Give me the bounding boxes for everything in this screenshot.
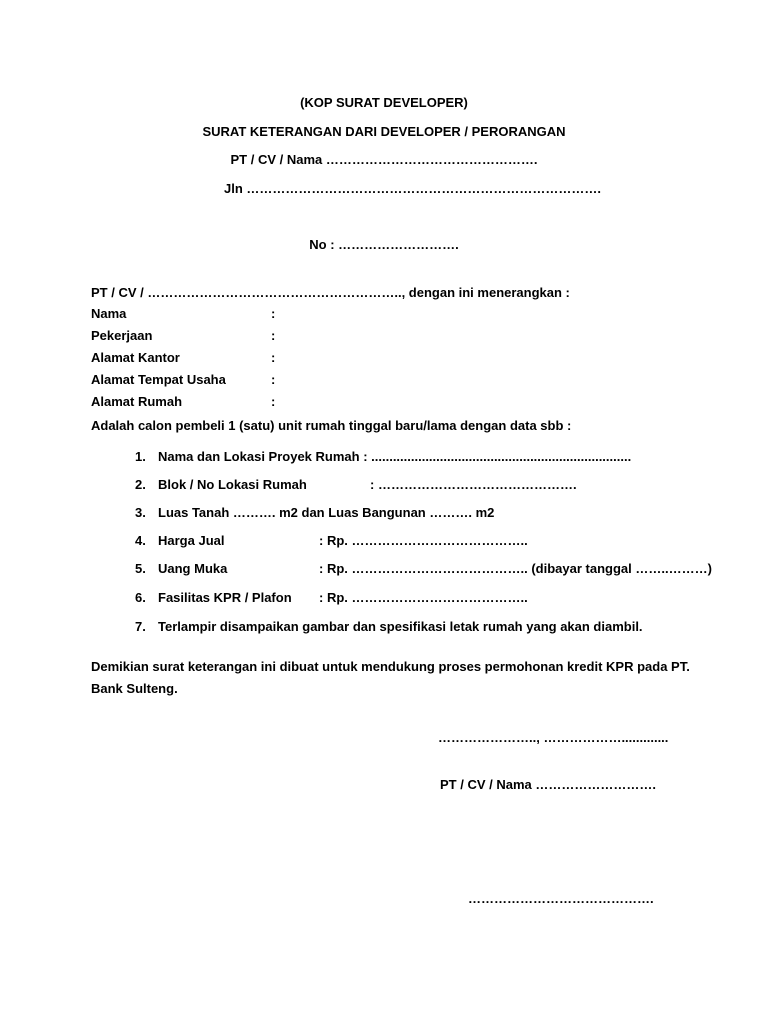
field-pekerjaan [91,328,275,343]
item-value: : ........................................................................ [363,449,632,464]
item-number: 2. [135,477,146,492]
field-nama [91,306,275,321]
list-item [135,477,577,492]
list-item [135,449,631,464]
letter-number: No : ………………………. [309,237,459,252]
item-number: 7. [135,619,146,634]
list-item [135,505,494,520]
item-value: : Rp. ………………………………….. [319,590,528,605]
field-separator: : [271,350,276,365]
field-separator: : [271,306,276,321]
signature-company: PT / CV / Nama ………………………. [440,777,656,792]
signature-place-date: ………………….., ………………............. [438,730,669,745]
purchase-statement: Adalah calon pembeli 1 (satu) unit rumah tinggal baru/lama dengan data sbb : [91,418,572,433]
item-value: : Rp. ………………………………….. [319,533,528,548]
field-alamat-rumah [91,394,275,409]
company-name-line: PT / CV / Nama …………………………………………. [230,152,538,167]
item-number: 6. [135,590,146,605]
item-label: Uang Muka [158,561,228,576]
item-number: 1. [135,449,146,464]
intro-statement: PT / CV / ………………………………………………….., dengan ini menerangkan : [91,285,570,300]
item-value: : ………………………………………. [370,477,577,492]
closing-paragraph: Demikian surat keterangan ini dibuat untuk mendukung proses permohonan kredit KPR pada PT. Bank Sulteng. [91,659,690,696]
item-label: Terlampir disampaikan gambar dan spesifikasi letak rumah yang akan diambil. [158,619,643,634]
item-number: 4. [135,533,146,548]
item-label: Blok / No Lokasi Rumah [158,477,307,492]
item-value: : Rp. ………………………………….. (dibayar tanggal ……..………) [319,561,712,576]
field-label: Alamat Tempat Usaha [91,372,226,387]
field-label: Pekerjaan [91,328,153,343]
field-label: Alamat Kantor [91,350,180,365]
item-label: Luas Tanah ………. m2 dan Luas Bangunan ………. m2 [158,505,495,520]
item-number: 3. [135,505,146,520]
item-label: Harga Jual [158,533,225,548]
field-alamat-tempat-usaha [91,372,275,387]
field-separator: : [271,394,276,409]
field-separator: : [271,328,276,343]
list-item [135,619,643,634]
field-label: Nama [91,306,127,321]
field-alamat-kantor [91,350,275,365]
field-label: Alamat Rumah [91,394,183,409]
list-item [135,561,712,576]
field-separator: : [271,372,276,387]
document-title: SURAT KETERANGAN DARI DEVELOPER / PERORANGAN [202,124,566,139]
item-number: 5. [135,561,146,576]
item-label: Fasilitas KPR / Plafon [158,590,292,605]
address-line: Jln ………………………………………………………………………. [224,181,602,196]
list-item [135,533,528,548]
item-label: Nama dan Lokasi Proyek Rumah [158,449,360,464]
signature-name-line: ……………………………………. [468,891,654,906]
list-item [135,590,528,605]
letterhead-placeholder: (KOP SURAT DEVELOPER) [300,95,468,110]
